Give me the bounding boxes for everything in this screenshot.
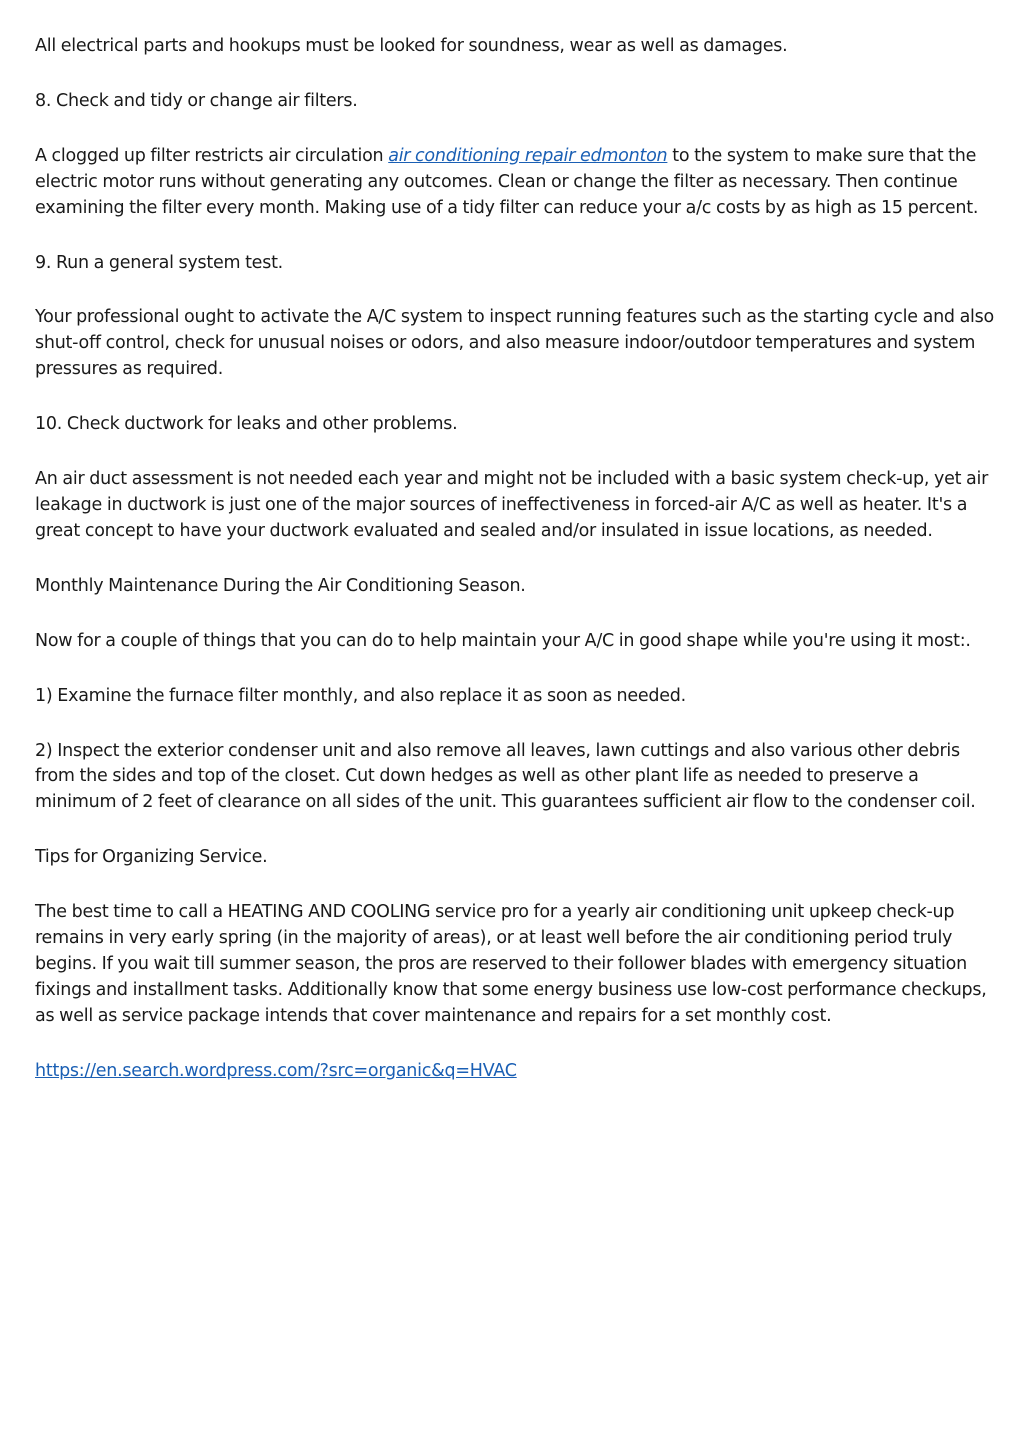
paragraph-best-time-to-call: The best time to call a HEATING AND COOLING service pro for a yearly air conditioning unit upkeep check-up remains in very early spring (in the majority of areas), or at least well before the air conditioning period truly begins. If you wait till summer season, the pros are reserved to their follower blades with emergency situation fixings and installment tasks. Additionally know that some energy business use low-cost performance checkups, as well as service package intends that cover maintenance and repairs for a set monthly cost. — [35, 902, 987, 1026]
paragraph-air-duct-assessment: An air duct assessment is not needed each year and might not be included with a basic system check-up, yet air leakage in ductwork is just one of the major sources of ineffectiveness in forced-air A/C as well as heater. It's a great concept to have your ductwork evaluated and sealed and/or insulated in issue locations, as needed. — [35, 469, 989, 541]
paragraph-text: A clogged up filter restricts air circulation — [35, 145, 389, 166]
link-wordpress-search[interactable]: https://en.search.wordpress.com/?src=organic&q=HVAC — [35, 1060, 517, 1081]
paragraph-professional-activate: Your professional ought to activate the A/C system to inspect running features such as the starting cycle and also shut-off control, check for unusual noises or odors, and also measure indoor/outdoor temperatures and system pressures as required. — [35, 307, 994, 380]
heading-run-system-test: 9. Run a general system test. — [35, 252, 283, 273]
heading-tips-organizing-service: Tips for Organizing Service. — [35, 847, 268, 868]
paragraph-couple-of-things: Now for a couple of things that you can do to help maintain your A/C in good shape while you're using it most:. — [35, 630, 971, 651]
paragraph-clogged-filter — [35, 144, 995, 222]
heading-monthly-maintenance: Monthly Maintenance During the Air Conditioning Season. — [35, 575, 526, 596]
link-air-conditioning-repair[interactable]: air conditioning repair edmonton — [388, 145, 668, 166]
paragraph-source-link — [35, 1059, 995, 1085]
list-item-examine-filter: 1) Examine the furnace filter monthly, and also replace it as soon as needed. — [35, 685, 686, 706]
paragraph-electrical-parts: All electrical parts and hookups must be looked for soundness, wear as well as damages. — [35, 36, 788, 56]
heading-check-ductwork: 10. Check ductwork for leaks and other problems. — [35, 414, 458, 435]
heading-check-air-filters: 8. Check and tidy or change air filters. — [35, 90, 358, 111]
document-body — [35, 34, 995, 1114]
paragraph-text: to the system to make sure that the electric motor runs without generating any outcomes. Clean or change the filter as necessary. Then continue examining the filter every month. Making use of a tidy filter can reduce your a/c costs by as high as 15 percent. — [35, 145, 979, 218]
list-item-inspect-condenser: 2) Inspect the exterior condenser unit and also remove all leaves, lawn cuttings and also various other debris from the sides and top of the closet. Cut down hedges as well as other plant life as needed to preserve a minimum of 2 feet of clearance on all sides of the unit. This guarantees sufficient air flow to the condenser coil. — [35, 740, 976, 813]
